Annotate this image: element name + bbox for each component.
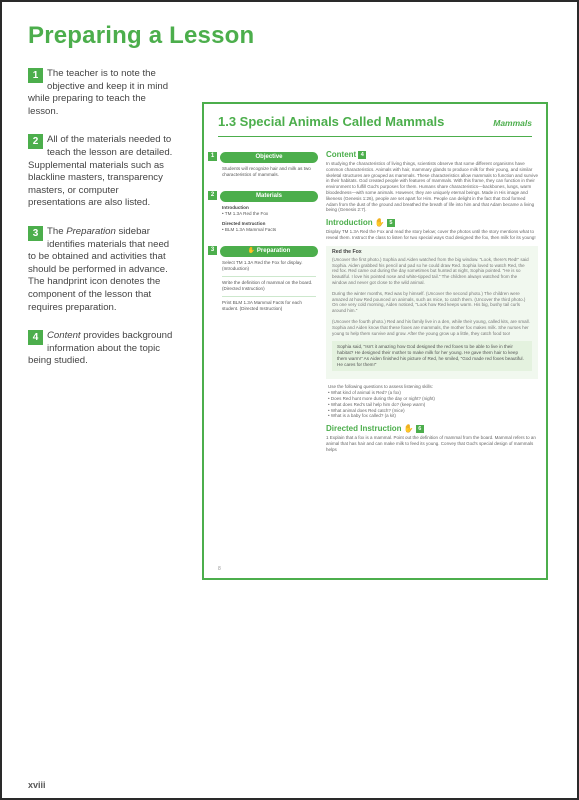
sample-lesson-page bbox=[202, 102, 548, 580]
directed-instruction-paragraph: 1 Explain that a fox is a mammal. Point out the definition of mammal from the board. Mammal refers to an animal that has hair and can make milk to feed its young. Convey that God's special design of mammals helps bbox=[326, 435, 536, 452]
divider bbox=[222, 296, 316, 297]
question-item: • Does Red hunt more during the day or night? (night) bbox=[328, 395, 435, 401]
sample-page-number: 8 bbox=[218, 566, 221, 572]
content-paragraph: In studying the characteristics of living things, scientists observe that some different organisms have common characteristics. Animals with hair, mammary glands to produce milk for their young, and similar skeletal structures are grouped as mammals. These characteristics allow mammals to function and survive in their habitats. God created people with features of mammals. With this frame, they can function in their environment to fulfill God's purposes for them. Humans share characteristics—backbones, lungs, warm bloodedness—with some animals. However, they are uniquely eternal beings. Made in His image and likeness (Genesis 1:26), people are set apart for Him. People can delight in the fact that God formed Adam from the dust of the ground and breathed the breath of life into him and that Adam became a living being (Genesis 2:7). bbox=[326, 161, 539, 213]
question-item: • What is a baby fox called? (a kit) bbox=[328, 413, 396, 419]
objective-heading: Objective bbox=[220, 152, 318, 163]
preparation-item: Select TM 1.3A Red the Fox for display. (Introduction) bbox=[222, 260, 303, 271]
step-text-post: provides background information about the topic being studied. bbox=[28, 330, 173, 367]
step-3 bbox=[28, 226, 178, 314]
question-item: • What kind of animal is Red? (a fox) bbox=[328, 390, 401, 396]
handprint-icon: ✋ bbox=[403, 424, 414, 434]
step-text bbox=[28, 330, 172, 366]
materials-body bbox=[220, 202, 318, 240]
story-box bbox=[326, 246, 538, 380]
materials-heading: Materials bbox=[220, 191, 318, 202]
objective-box bbox=[208, 152, 318, 185]
objective-text: Students will recognize hair and milk as two characteristics of mammals. bbox=[222, 166, 311, 177]
story-paragraph: During the winter months, Red was by himself. (Uncover the second photo.) The children were amazed at how Red pounced on animals, such as mice, to catch them. (Uncover the third photo.) On one very cold morning, Aiden noticed, "Look how Red keeps warm. His big, bushy tail curls around him." bbox=[332, 290, 526, 314]
directed-instruction-heading-text: Directed Instruction bbox=[326, 424, 402, 434]
step-text: The teacher is to note the objective and keep it in mind while preparing to teach the lesson. bbox=[28, 68, 169, 117]
story-title: Red the Fox bbox=[332, 248, 362, 255]
step-number: 3 bbox=[28, 226, 43, 241]
introduction-heading-text: Introduction bbox=[326, 218, 373, 228]
step-number: 2 bbox=[28, 134, 43, 149]
sample-topic-label: Mammals bbox=[493, 118, 532, 128]
content-heading bbox=[326, 150, 538, 159]
handprint-icon: ✋ bbox=[374, 218, 385, 228]
materials-box bbox=[208, 191, 318, 240]
step-text-emphasis: Preparation bbox=[66, 225, 116, 237]
objective-body bbox=[220, 163, 318, 185]
step-text: All of the materials needed to teach the lesson are detailed. Supplemental materials such as blackline masters, transparency masters, or computer presentations are also listed. bbox=[28, 134, 173, 209]
story-highlight: Sophia said, "Isn't it amazing how God designed the red foxes to be able to live in their habitat? He designed their mother to make milk for her young. He gave them hair to keep them warm!" As Aiden finished his picture of Red, he smiled, "God made red foxes beautiful. He cares for them!" bbox=[332, 341, 532, 371]
preparation-heading-text: Preparation bbox=[256, 248, 291, 254]
callout-marker: 5 bbox=[387, 219, 395, 227]
preparation-item: Print BLM 1.3A Mammal Facts for each student. (Directed Instruction) bbox=[222, 300, 302, 311]
content-heading-text: Content bbox=[326, 150, 357, 159]
sample-lesson-title: 1.3 Special Animals Called Mammals bbox=[218, 114, 445, 129]
materials-intro-label: Introduction bbox=[222, 205, 249, 210]
materials-directed-label: Directed Instruction bbox=[222, 221, 266, 226]
callout-marker: 1 bbox=[208, 152, 217, 161]
story-paragraph: (Uncover the first photo.) Sophia and Aiden watched from the big window. "Look, there's Red!" said Sophia. Aiden grabbed his pencil and pad so he could draw Red. Sophia loved to watch Red, the red fox. Red came out during the day sometimes but hunted at night, Sophia pointed. "He is so beautiful. I love his pointed nose and white-tipped tail." The children always watched from the window and never got close to the wild animal. bbox=[332, 256, 529, 285]
handprint-icon: ✋ bbox=[247, 248, 257, 254]
step-2 bbox=[28, 134, 178, 210]
introduction-paragraph: Display TM 1.3A Red the Fox and read the story below; cover the photos until the story mentions what to reveal them. Instruct the class to listen for two special ways God designed the fox, then milk for its young! bbox=[326, 229, 536, 240]
step-text-post: sidebar identifies materials that need to be obtained and activities that should be performed in advance. The handprint icon denotes the component of the lesson that requires preparation. bbox=[28, 225, 170, 313]
lesson-content bbox=[326, 150, 538, 458]
question-intro: Use the following questions to assess listening skills: bbox=[328, 384, 434, 390]
materials-directed-item: • BLM 1.3A Mammal Facts bbox=[222, 227, 277, 232]
page-title: Preparing a Lesson bbox=[28, 22, 255, 49]
story-paragraph: (Uncover the fourth photo.) Red and his family live in a den, while their young, called kits, are small. Sophia and Aiden know that these foxes are mammals, the mother fox makes milk. She nurses her young to help them survive and grow. After the young grow up a little, they catch food too! bbox=[332, 318, 530, 336]
step-4 bbox=[28, 330, 178, 368]
divider bbox=[218, 136, 532, 137]
introduction-heading bbox=[326, 218, 538, 227]
question-item: • What animal does Red catch? (mice) bbox=[328, 407, 405, 413]
callout-marker: 2 bbox=[208, 191, 217, 200]
preparation-body bbox=[220, 257, 318, 319]
step-number: 1 bbox=[28, 68, 43, 83]
divider bbox=[222, 276, 316, 277]
lesson-sidebar bbox=[208, 152, 318, 325]
step-1 bbox=[28, 68, 178, 118]
question-list bbox=[326, 384, 538, 419]
question-item: • What does Red's tail help him do? (keep warm) bbox=[328, 401, 426, 407]
preparation-box bbox=[208, 246, 318, 319]
step-text-pre: The bbox=[47, 225, 67, 237]
preparation-heading bbox=[220, 246, 318, 257]
directed-instruction-heading bbox=[326, 424, 538, 433]
callout-marker: 3 bbox=[208, 246, 217, 255]
step-list bbox=[28, 68, 178, 384]
step-text-emphasis: Content bbox=[47, 330, 81, 342]
step-text bbox=[28, 226, 169, 313]
callout-marker: 4 bbox=[358, 151, 366, 159]
materials-intro-item: • TM 1.3A Red the Fox bbox=[222, 211, 269, 216]
preparation-item: Write the definition of mammal on the board. (Directed Instruction) bbox=[222, 280, 313, 291]
callout-marker: 6 bbox=[416, 425, 424, 433]
page-number: xviii bbox=[28, 780, 46, 790]
step-number: 4 bbox=[28, 330, 43, 345]
